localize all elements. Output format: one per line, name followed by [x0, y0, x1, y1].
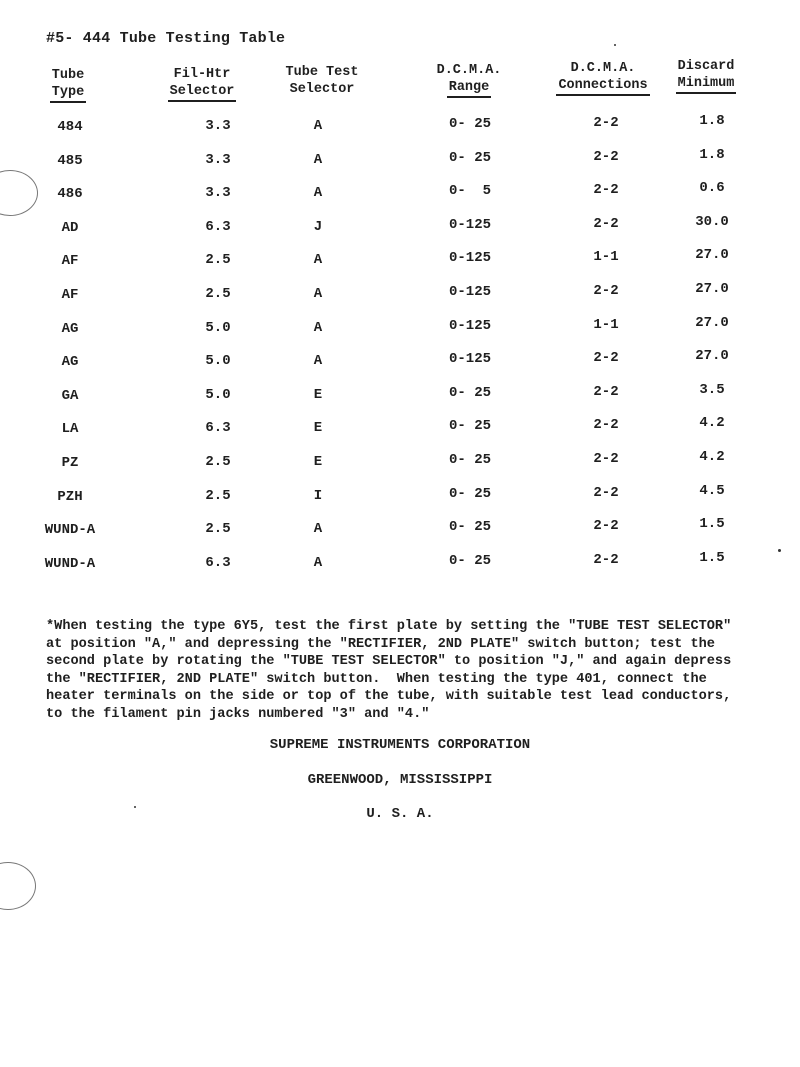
page-title: #5- 444 Tube Testing Table: [46, 30, 286, 47]
cell-discard-minimum: 1.5: [699, 516, 725, 533]
cell-dcma-connections: 2-2: [593, 350, 619, 367]
cell-tube-test: A: [313, 554, 323, 571]
cell-fil-htr: 2.5: [205, 454, 231, 470]
cell-tube-type: GA: [61, 387, 79, 404]
cell-dcma-range: 0- 25: [448, 485, 491, 502]
cell-fil-htr: 5.0: [205, 319, 231, 336]
company-city: GREENWOOD, MISSISSIPPI: [307, 772, 493, 788]
cell-tube-type: WUND-A: [44, 555, 96, 572]
cell-tube-test: I: [313, 487, 323, 504]
cell-dcma-range: 0-125: [448, 284, 491, 300]
header-tube-type: Tube Type: [40, 67, 96, 103]
cell-fil-htr: 6.3: [205, 218, 231, 235]
cell-fil-htr: 6.3: [205, 420, 231, 437]
cell-discard-minimum: 27.0: [695, 314, 729, 331]
cell-discard-minimum: 1.8: [699, 146, 725, 163]
cell-dcma-range: 0-125: [448, 250, 491, 267]
cell-dcma-range: 0- 25: [448, 452, 491, 468]
cell-tube-test: J: [313, 218, 323, 235]
cell-tube-type: PZ: [61, 455, 79, 471]
cell-fil-htr: 2.5: [205, 252, 231, 269]
cell-dcma-connections: 2-2: [593, 484, 619, 501]
cell-tube-type: 486: [57, 186, 83, 203]
cell-tube-test: A: [313, 319, 323, 336]
cell-dcma-connections: 2-2: [593, 518, 619, 535]
cell-tube-test: A: [313, 185, 323, 202]
header-fil-htr: Fil-Htr Selector: [152, 66, 252, 102]
cell-discard-minimum: 0.6: [699, 180, 725, 197]
cell-fil-htr: 2.5: [205, 286, 231, 302]
cell-tube-type: 484: [57, 119, 83, 135]
cell-fil-htr: 3.3: [205, 185, 231, 202]
cell-dcma-range: 0- 25: [448, 418, 491, 435]
cell-tube-type: PZH: [57, 488, 83, 505]
cell-dcma-connections: 2-2: [593, 551, 619, 568]
cell-discard-minimum: 27.0: [695, 247, 729, 264]
cell-tube-test: E: [313, 454, 323, 470]
cell-dcma-range: 0- 25: [448, 552, 491, 569]
cell-discard-minimum: 4.2: [699, 415, 725, 432]
cell-fil-htr: 2.5: [205, 487, 231, 504]
cell-discard-minimum: 3.5: [699, 381, 725, 398]
scan-speck: [614, 44, 616, 46]
cell-tube-test: A: [313, 521, 323, 538]
cell-tube-test: A: [313, 151, 323, 168]
cell-tube-type: AD: [61, 219, 79, 236]
cell-dcma-range: 0- 25: [448, 116, 491, 132]
cell-dcma-connections: 2-2: [593, 182, 619, 199]
punch-hole-bottom: [0, 862, 36, 910]
cell-dcma-connections: 2-2: [593, 383, 619, 400]
company-country: U. S. A.: [366, 806, 434, 822]
cell-discard-minimum: 1.5: [699, 549, 725, 566]
cell-discard-minimum: 27.0: [695, 348, 729, 365]
cell-fil-htr: 3.3: [205, 118, 231, 134]
cell-dcma-range: 0- 25: [448, 519, 491, 536]
testing-note: *When testing the type 6Y5, test the first plate by setting the "TUBE TEST SELECTOR" at position "A," and depressing the "RECTIFIER, 2ND PLATE" switch button; test the second plate by rotating the "TUBE TEST SELECTOR" to position "J," and again depress the "RECTIFIER, 2ND PLATE" switch button. When testing the type 401, connect the heater terminals on the side or top of the tube, with suitable test lead conductors, to the filament pin jacks numbered "3" and "4.": [46, 619, 732, 722]
cell-tube-test: A: [313, 252, 323, 269]
cell-fil-htr: 3.3: [205, 151, 231, 168]
cell-discard-minimum: 4.2: [699, 449, 725, 465]
cell-tube-test: E: [313, 386, 323, 403]
cell-dcma-range: 0- 25: [448, 149, 491, 166]
header-discard-minimum: Discard Minimum: [666, 58, 746, 94]
cell-fil-htr: 5.0: [205, 353, 231, 370]
cell-dcma-range: 0-125: [448, 351, 491, 368]
company-name: SUPREME INSTRUMENTS CORPORATION: [269, 737, 531, 753]
cell-discard-minimum: 1.8: [699, 113, 725, 129]
scan-speck: [778, 549, 781, 552]
cell-tube-type: AG: [61, 320, 79, 337]
cell-fil-htr: 2.5: [205, 521, 231, 538]
header-dcma-connections: D.C.M.A. Connections: [548, 60, 658, 96]
cell-discard-minimum: 4.5: [699, 482, 725, 499]
cell-tube-type: AF: [61, 253, 79, 270]
cell-dcma-range: 0-125: [448, 216, 491, 233]
cell-dcma-connections: 2-2: [593, 115, 619, 131]
header-dcma-range: D.C.M.A. Range: [414, 62, 524, 98]
cell-dcma-connections: 2-2: [593, 215, 619, 232]
cell-dcma-connections: 2-2: [593, 451, 619, 467]
cell-dcma-range: 0- 5: [448, 183, 491, 200]
cell-discard-minimum: 30.0: [695, 213, 729, 230]
cell-dcma-connections: 1-1: [593, 249, 619, 266]
cell-tube-type: 485: [57, 152, 83, 169]
cell-dcma-connections: 2-2: [593, 417, 619, 434]
punch-hole-top: [0, 170, 38, 216]
cell-tube-type: WUND-A: [44, 522, 96, 539]
cell-dcma-connections: 1-1: [593, 316, 619, 333]
cell-tube-type: AF: [61, 287, 79, 303]
cell-tube-type: LA: [61, 421, 79, 438]
cell-fil-htr: 6.3: [205, 554, 231, 571]
cell-dcma-connections: 2-2: [593, 148, 619, 165]
cell-dcma-range: 0-125: [448, 317, 491, 334]
cell-tube-test: A: [313, 353, 323, 370]
cell-dcma-range: 0- 25: [448, 384, 491, 401]
cell-tube-test: A: [313, 118, 323, 134]
cell-dcma-connections: 2-2: [593, 283, 619, 299]
cell-discard-minimum: 27.0: [695, 281, 729, 297]
scan-speck: [134, 806, 136, 808]
cell-tube-type: AG: [61, 354, 79, 371]
cell-tube-test: A: [313, 286, 323, 302]
cell-fil-htr: 5.0: [205, 386, 231, 403]
header-tube-test: Tube Test Selector: [285, 65, 359, 97]
cell-tube-test: E: [313, 420, 323, 437]
